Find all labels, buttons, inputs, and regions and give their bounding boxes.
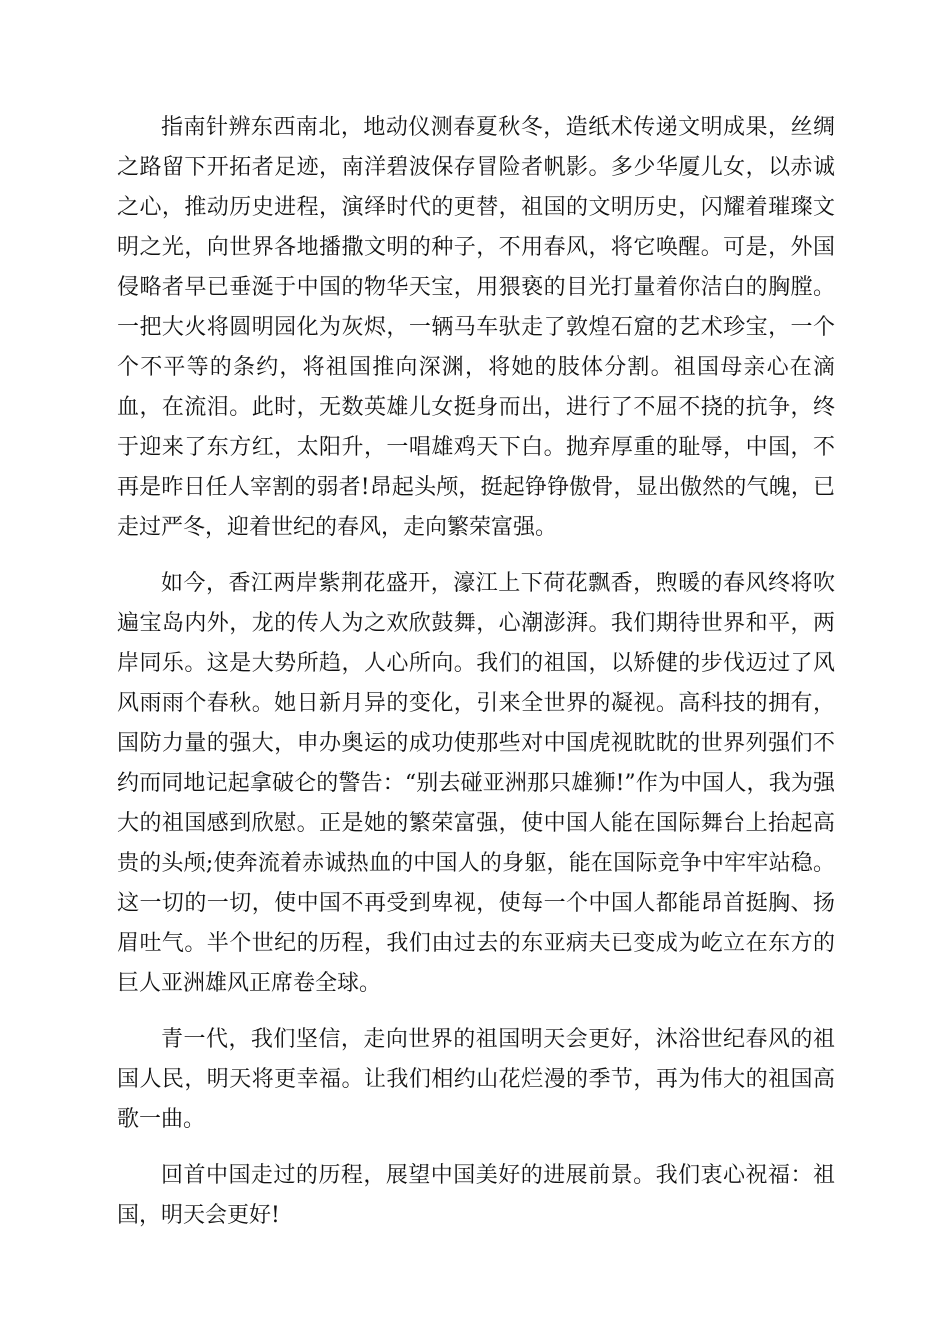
paragraph-4: 回首中国走过的历程，展望中国美好的进展前景。我们衷心祝福：祖国，明天会更好! (117, 1163, 835, 1228)
document-body (117, 108, 835, 1236)
paragraph-1: 指南针辨东西南北，地动仪测春夏秋冬，造纸术传递文明成果，丝绸之路留下开拓者足迹，南洋碧波保存冒险者帆影。多少华厦儿女，以赤诚之心，推动历史进程，演绎时代的更替，祖国的文明历史，闪耀着璀璨文明之光，向世界各地播撒文明的种子，不用春风，将它唤醒。可是，外国侵略者早已垂涎于中国的物华天宝，用猥亵的目光打量着你洁白的胸膛。一把大火将圆明园化为灰烬，一辆马车驮走了敦煌石窟的艺术珍宝，一个个不平等的条约，将祖国推向深渊，将她的肢体分割。祖国母亲心在滴血，在流泪。此时，无数英雄儿女挺身而出，进行了不屈不挠的抗争，终于迎来了东方红，太阳升，一唱雄鸡天下白。抛弃厚重的耻辱，中国，不再是昨日任人宰割的弱者!昂起头颅，挺起铮铮傲骨，显出傲然的气魄，已走过严冬，迎着世纪的春风，走向繁荣富强。 (117, 115, 835, 540)
paragraph-3: 青一代，我们坚信，走向世界的祖国明天会更好，沐浴世纪春风的祖国人民，明天将更幸福。让我们相约山花烂漫的季节，再为伟大的祖国高歌一曲。 (117, 1027, 835, 1132)
paragraph-2: 如今，香江两岸紫荆花盛开，濠江上下荷花飘香，煦暖的春风终将吹遍宝岛内外，龙的传人为之欢欣鼓舞，心潮澎湃。我们期待世界和平，两岸同乐。这是大势所趋，人心所向。我们的祖国，以矫健的步伐迈过了风风雨雨个春秋。她日新月异的变化，引来全世界的凝视。高科技的拥有，国防力量的强大，申办奥运的成功使那些对中国虎视眈眈的世界列强们不约而同地记起拿破仑的警告：“别去碰亚洲那只雄狮!”作为中国人，我为强大的祖国感到欣慰。正是她的繁荣富强，使中国人能在国际舞台上抬起高贵的头颅;使奔流着赤诚热血的中国人的身躯，能在国际竞争中牢牢站稳。这一切的一切，使中国不再受到卑视，使每一个中国人都能昂首挺胸、扬眉吐气。半个世纪的历程，我们由过去的东亚病夫已变成为屹立在东方的巨人亚洲雄风正席卷全球。 (117, 571, 835, 996)
